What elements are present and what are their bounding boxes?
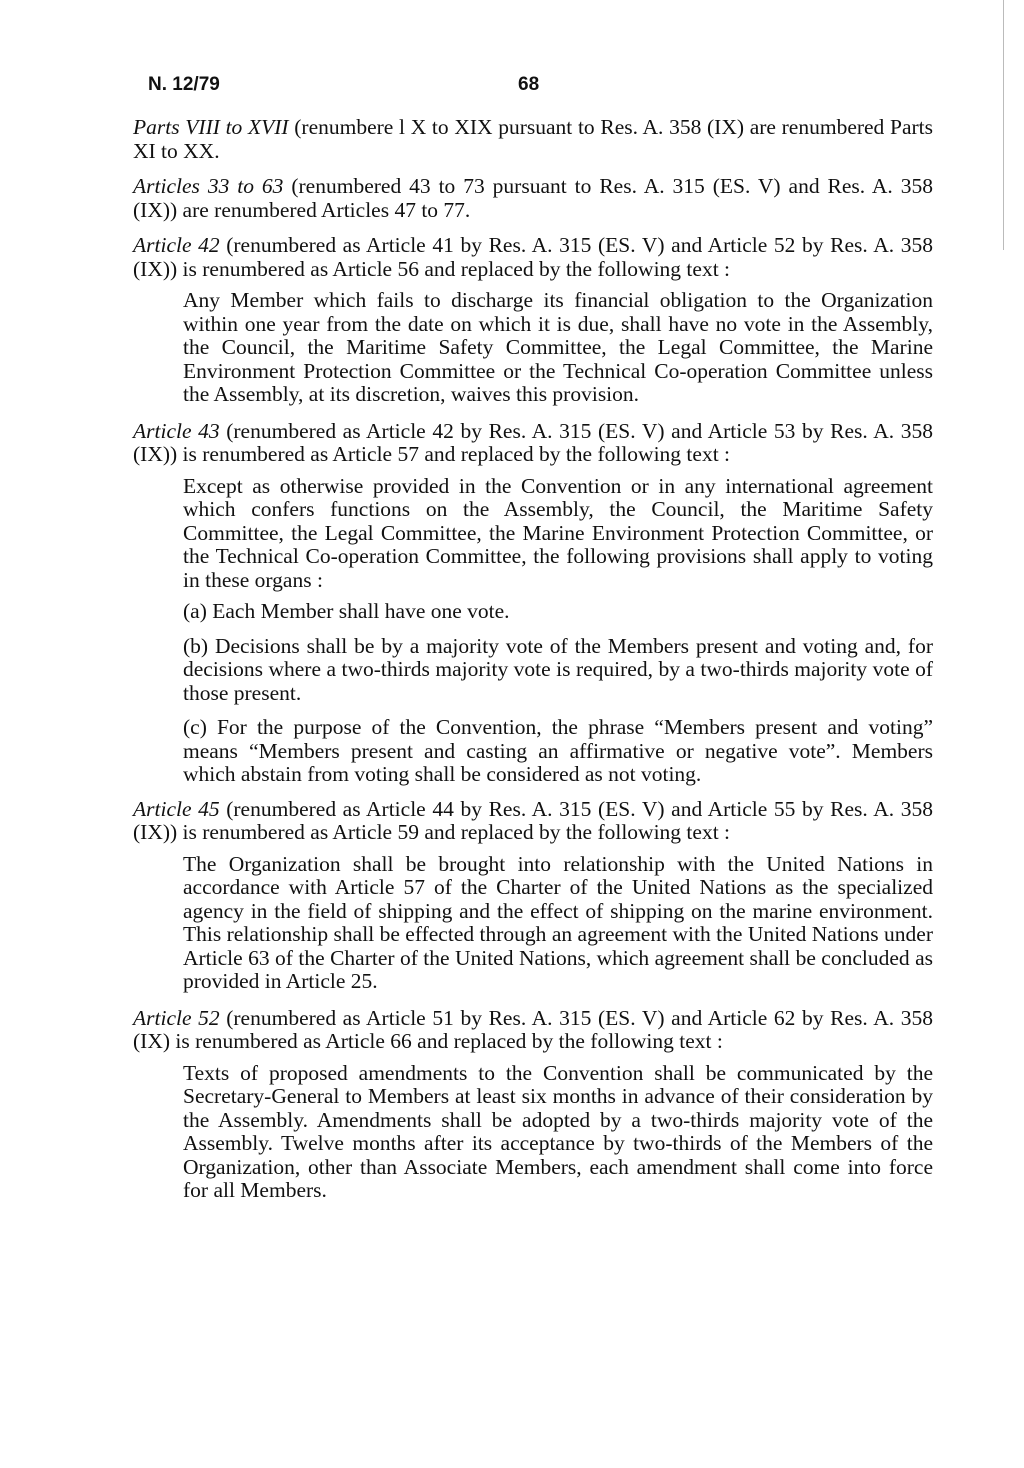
paragraph-articles-renumbering: [133, 175, 933, 222]
subclause-b: (b) Decisions shall be by a majority vote of the Members present and voting and, for decisions where a two-thirds majority vote is required, by a two-thirds majority vote of those present.: [183, 633, 933, 705]
paragraph-parts-renumbering: [133, 116, 933, 163]
article-reference: Article 45: [133, 796, 220, 821]
quoted-text-article-57: Except as otherwise provided in the Convention or in any international agreement which confers functions on the Assembly, the Council, the Maritime Safety Committee, the Legal Committee, the Marine Environment Protection Committee, or the Technical Co-operation Committee, the following provisions shall apply to voting in these organs :: [183, 473, 933, 592]
paragraph-text: (renumbered as Article 41 by Res. A. 315 (ES. V) and Article 52 by Res. A. 358 (IX)) is renumbered as Article 56 and replaced by the following text :: [133, 233, 933, 281]
paragraph-text: (renumbered as Article 51 by Res. A. 315 (ES. V) and Article 62 by Res. A. 358 (IX) is renumbered as Article 66 and replaced by the following text :: [133, 1005, 933, 1053]
subclause-a: (a) Each Member shall have one vote.: [183, 599, 510, 623]
quoted-text-article-56: Any Member which fails to discharge its financial obligation to the Organization within one year from the date on which it is due, shall have no vote in the Assembly, the Council, the Maritime Safety Committee, the Legal Committee, the Marine Environment Protection Committee or the Technical Co-operation Committee unless the Assembly, at its discretion, waives this provision.: [183, 288, 933, 406]
article-reference: Article 42: [133, 233, 220, 257]
article-reference: Parts VIII to XVII: [133, 115, 289, 139]
page-number: 68: [518, 74, 540, 95]
page-header: [148, 74, 908, 104]
article-reference: Article 52: [133, 1005, 220, 1030]
paragraph-text: (renumbered 43 to 73 pursuant to Res. A. 315 (ES. V) and Res. A. 358 (IX)) are renumbered Articles 47 to 77.: [133, 174, 933, 222]
paragraph-text: (renumbered as Article 42 by Res. A. 315 (ES. V) and Article 53 by Res. A. 358 (IX)) is renumbered as Article 57 and replaced by the following text :: [133, 418, 933, 466]
paragraph-text: (renumbere l X to XIX pursuant to Res. A. 358 (IX) are renumbered Parts XI to XX.: [133, 115, 933, 163]
quoted-text-article-59: The Organization shall be brought into relationship with the United Nations in accordance with Article 57 of the Charter of the United Nations as the specialized agency in the field of shipping and the effect of shipping on the marine environment. This relationship shall be effected through an agreement with the United Nations under Article 63 of the Charter of the United Nations, which agreement shall be concluded as provided in Article 25.: [183, 851, 933, 993]
document-reference: N. 12/79: [148, 74, 220, 95]
article-reference: Article 43: [133, 418, 220, 443]
subclause-c: (c) For the purpose of the Convention, the phrase “Members present and voting” means “Members present and casting an affirmative or negative vote”. Members which abstain from voting shall be considered as not voting.: [183, 715, 933, 786]
paragraph-article-52: [133, 1007, 933, 1054]
document-body: [133, 116, 933, 1216]
paragraph-article-43: [133, 420, 933, 467]
paragraph-article-42: [133, 234, 933, 281]
paragraph-text: (renumbered as Article 44 by Res. A. 315 (ES. V) and Article 55 by Res. A. 358 (IX)) is renumbered as Article 59 and replaced by the following text :: [133, 796, 933, 844]
article-reference: Articles 33 to 63: [133, 174, 284, 198]
paragraph-article-45: [133, 798, 933, 845]
scan-edge-line: [1003, 0, 1004, 250]
quoted-text-article-66: Texts of proposed amendments to the Convention shall be communicated by the Secretary-General to Members at least six months in advance of their consideration by the Assembly. Amendments shall be adopted by a two-thirds majority vote of the Assembly. Twelve months after its acceptance by two-thirds of the Members of the Organization, other than Associate Members, each amendment shall come into force for all Members.: [183, 1060, 933, 1202]
